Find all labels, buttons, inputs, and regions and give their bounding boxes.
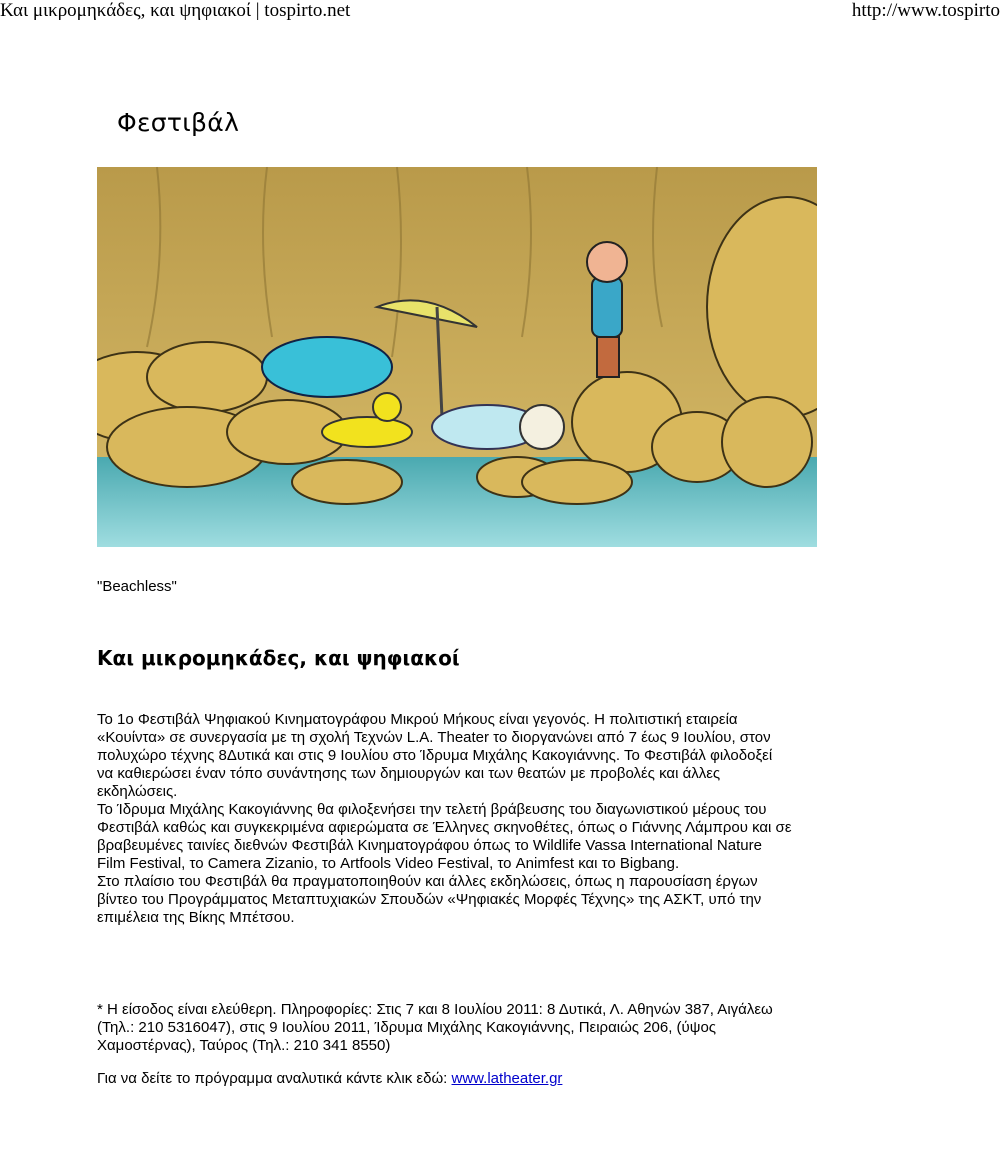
body-line: να καθιερώσει έναν τόπο συνάντησης των δημιουργών και των θεατών με προβολές και άλλες [97, 765, 721, 782]
section-title: Φεστιβάλ [117, 108, 240, 137]
body-line: «Κουίντα» σε συνεργασία με τη σχολή Τεχνών L.A. Theater το διοργανώνει από 7 έως 9 Ιουλίου, στον [97, 729, 771, 746]
body-line: Το Ίδρυμα Μιχάλης Κακογιάννης θα φιλοξενήσει την τελετή βράβευσης του διαγωνιστικού μέρους του [97, 801, 767, 818]
program-link[interactable]: www.latheater.gr [451, 1070, 563, 1087]
info-line: Χαμοστέρνας), Ταύρος (Τηλ.: 210 341 8550) [97, 1037, 391, 1054]
body-line: εκδηλώσεις. [97, 783, 178, 800]
program-paragraph [97, 1070, 987, 1088]
body-line: βίντεο του Προγράμματος Μεταπτυχιακών Σπουδών «Ψηφιακές Μορφές Τέχνης» της ΑΣΚΤ, υπό την [97, 891, 762, 908]
program-text: Για να δείτε το πρόγραμμα αναλυτικά κάντε κλικ εδώ: [97, 1070, 452, 1087]
article-body [97, 711, 987, 927]
photo-caption: "Beachless" [97, 578, 177, 595]
body-line: βραβευμένες ταινίες διεθνών Φεστιβάλ Κινηματογράφου όπως το Wildlife Vassa International Nature [97, 837, 762, 854]
body-line: Film Festival, το Camera Zizanio, το Artfools Video Festival, το Animfest και το Bigbang. [97, 855, 680, 872]
body-line: επιμέλεια της Βίκης Μπέτσου. [97, 909, 295, 926]
article-photo [97, 167, 817, 547]
info-paragraph [97, 1001, 987, 1055]
info-line: * Η είσοδος είναι ελεύθερη. Πληροφορίες: Στις 7 και 8 Ιουλίου 2011: 8 Δυτικά, Λ. Αθηνών 387, Αιγάλεω [97, 1001, 773, 1018]
body-line: Φεστιβάλ καθώς και συγκεκριμένα αφιερώματα σε Έλληνες σκηνοθέτες, όπως ο Γιάννης Λάμπρου και σε [97, 819, 792, 836]
body-line: Στο πλαίσιο του Φεστιβάλ θα πραγματοποιηθούν και άλλες εκδηλώσεις, όπως η παρουσίαση έργων [97, 873, 758, 890]
print-header-title: Και μικρομηκάδες, και ψηφιακοί | tospirto.net [0, 0, 351, 21]
print-header-url: http://www.tospirto [851, 0, 1000, 21]
body-line: Το 1ο Φεστιβάλ Ψηφιακού Κινηματογράφου Μικρού Μήκους είναι γεγονός. Η πολιτιστική εταιρεία [97, 711, 738, 728]
body-line: πολυχώρο τέχνης 8Δυτικά και στις 9 Ιουλίου στο Ίδρυμα Μιχάλης Κακογιάννης. Το Φεστιβάλ φιλοδοξεί [97, 747, 773, 764]
info-line: (Τηλ.: 210 5316047), στις 9 Ιουλίου 2011, Ίδρυμα Μιχάλης Κακογιάννης, Πειραιώς 206, (ύψος [97, 1019, 717, 1036]
article-title: Και μικρομηκάδες, και ψηφιακοί [97, 646, 460, 670]
